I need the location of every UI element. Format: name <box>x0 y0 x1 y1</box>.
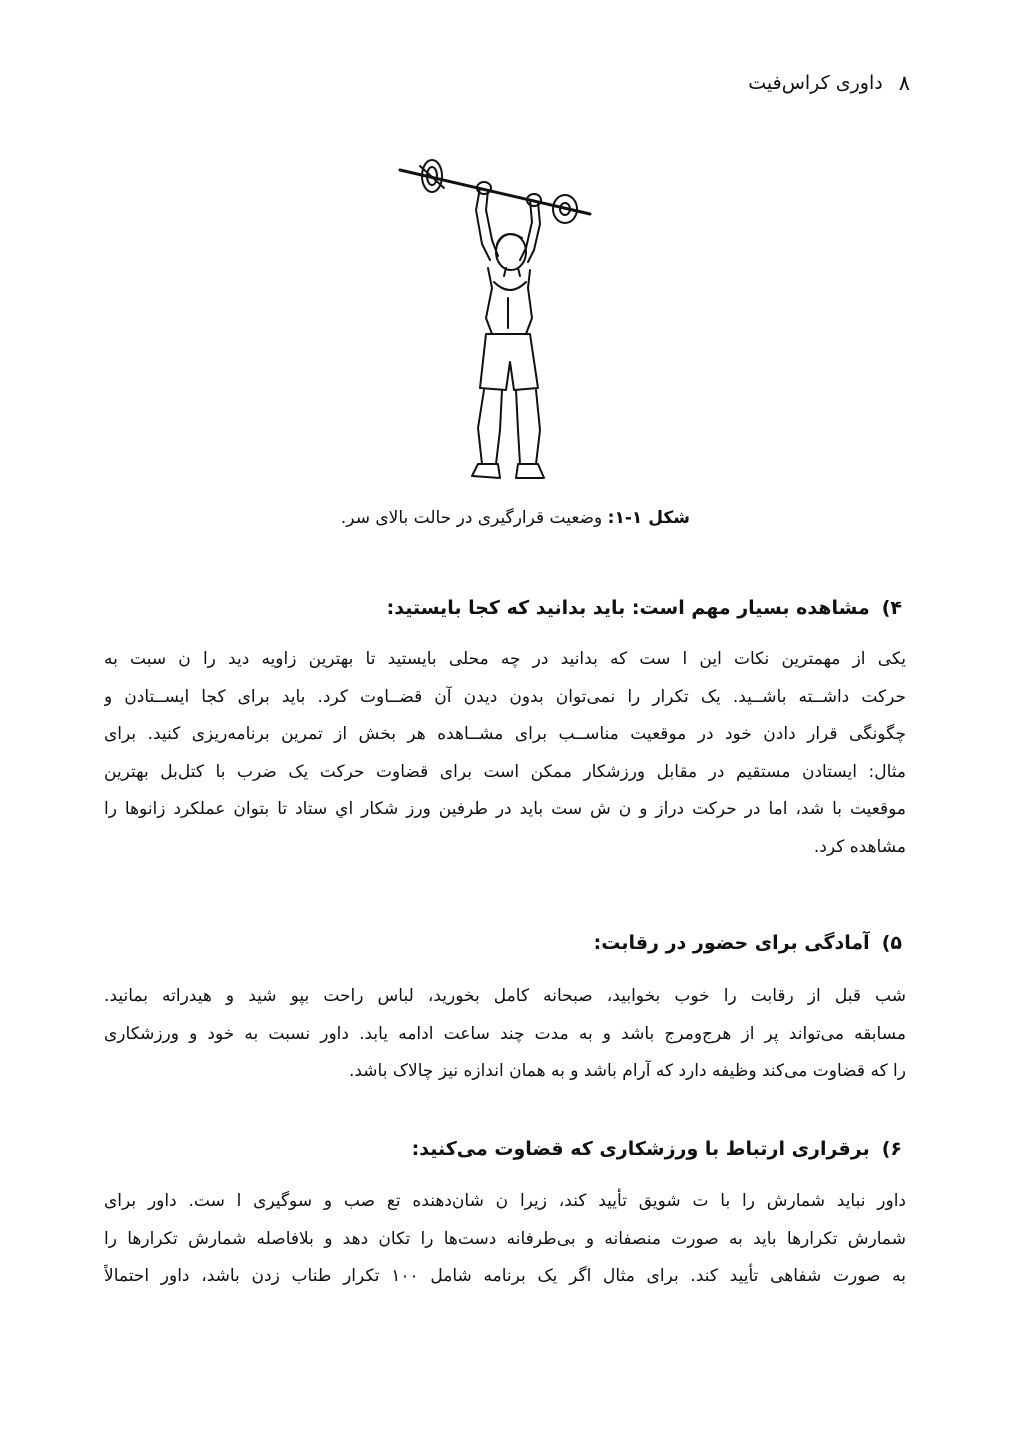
section-title: آمادگی برای حضور در رقابت: <box>593 932 870 954</box>
section-heading-5 <box>594 932 902 954</box>
page-number: ۸ <box>898 71 910 95</box>
section-title: برقراری ارتباط با ورزشکاری که قضاوت می‌کنید: <box>411 1138 870 1160</box>
paragraph-line: چگونگی قرار دادن خود در موقعیت مناســب برای مشــاهده هر بخش از تمرین برنامه‌ریزی کنید. برای <box>104 724 906 745</box>
section-number: ۴) <box>881 597 902 619</box>
paragraph-line: مثال: ایستادن مستقیم در مقابل ورزشکار ممکن است برای قضاوت حرکت یک ضرب با کتل‌بل بهترین <box>104 761 906 782</box>
section-heading-6 <box>412 1138 902 1160</box>
book-title: داوری کراس‌فیت <box>748 72 883 94</box>
section-paragraph-5 <box>104 978 906 1091</box>
section-paragraph-6 <box>104 1183 906 1296</box>
figure-label: شکل ۱-۱: <box>607 508 690 528</box>
paragraph-line: را که قضاوت می‌کند وظیفه دارد که آرام باشد و به همان اندازه نیز چالاک باشد. <box>348 1061 906 1082</box>
section-number: ۶) <box>881 1138 902 1160</box>
paragraph-line: شمارش تکرارها باید به صورت منصفانه و بی‌طرفانه دست‌ها را تکان دهد و بلافاصله شمارش تکرارها را <box>104 1228 906 1249</box>
section-paragraph-4 <box>104 641 906 867</box>
paragraph-line: داور نباید شمارش را با ت شویق تأیید کند، زیرا ن شان‌دهنده تع صب و سوگیری ا ست. داور برای <box>104 1191 906 1211</box>
section-heading-4 <box>387 597 902 619</box>
paragraph-line: یکی از مهمترین نکات این ا ست که بدانید در چه محلی بایستید تا بهترین زاویه دید را ن سبت به <box>104 649 906 669</box>
paragraph-line: به صورت شفاهی تأیید کند. برای مثال اگر یک برنامه شامل ۱۰۰ تکرار طناب زدن باشد، داور احتمالاً <box>104 1266 906 1287</box>
paragraph-line: حرکت داشــته باشــید. یک تکرار را نمی‌توان بدون دیدن آن قضــاوت کرد. باید برای کجا ایســتادن و <box>104 686 906 707</box>
paragraph-line: موقعیت با شد، اما در حرکت دراز و ن ش ست باید در طرفین ورز شکار اي ستاد تا بتوان عملکرد زانوها را <box>104 799 906 820</box>
paragraph-line: مسابقه می‌تواند پر از هرج‌ومرج باشد و به مدت چند ساعت ادامه یابد. داور نسبت به خود و ورزشکاری <box>104 1023 906 1044</box>
section-title: مشاهده بسیار مهم است: باید بدانید که کجا بایستید: <box>386 597 870 619</box>
running-header <box>748 66 910 100</box>
paragraph-line: شب قبل از رقابت را خوب بخوابید، صبحانه کامل بخورید، لباس راحت بپو شید و هیدراته بمانید. <box>104 986 906 1006</box>
paragraph-line: مشاهده کرد. <box>813 836 906 857</box>
figure-caption <box>200 508 690 528</box>
figure-caption-text: وضعیت قرارگیری در حالت بالای سر. <box>340 508 603 528</box>
athlete-barbell-illustration <box>380 148 620 488</box>
figure-overhead-lift <box>380 148 620 488</box>
section-number: ۵) <box>881 932 902 954</box>
